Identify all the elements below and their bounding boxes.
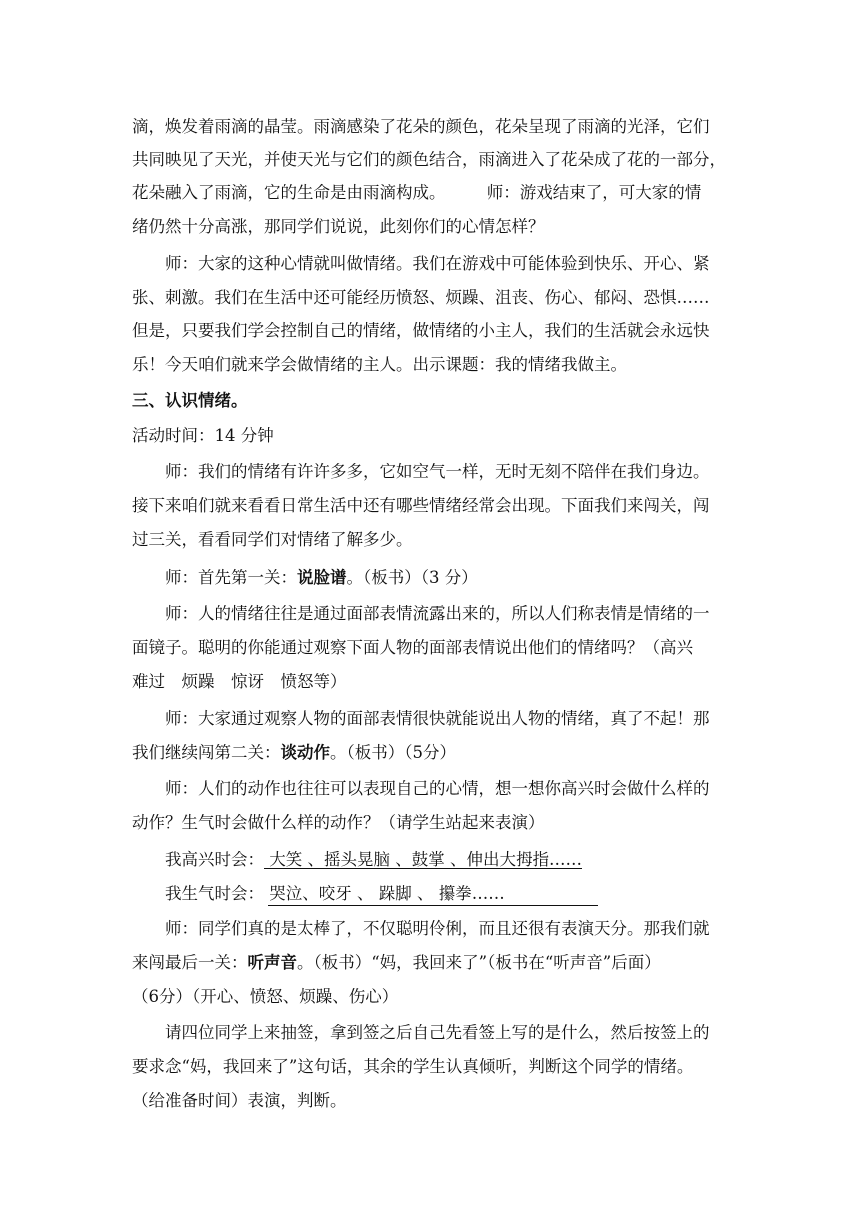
paragraph-line: 面镜子。聪明的你能通过观察下面人物的面部表情说出他们的情绪吗？（高兴 [132, 638, 693, 657]
level-two-title: 谈动作 [280, 743, 330, 762]
angry-actions: 哭泣、咬牙 、 跺脚 、 攥拳…… [264, 884, 505, 903]
level-three-title: 听声音 [247, 953, 297, 972]
paragraph-line: （给准备时间）表演，判断。 [132, 1091, 347, 1110]
paragraph-line: 师：同学们真的是太棒了，不仅聪明伶俐，而且还很有表演天分。那我们就 [165, 919, 710, 938]
text-span: 我生气时会： [165, 884, 264, 903]
text-span: 。（板书）（3 分） [346, 568, 478, 587]
paragraph-line: 要求念“妈，我回来了”这句话，其余的学生认真倾听，判断这个同学的情绪。 [132, 1057, 694, 1076]
happy-actions: 大笑 、摇头晃脑 、鼓掌 、伸出大拇指…… [264, 850, 582, 869]
paragraph-line [132, 952, 661, 974]
text-span: 师：首先第一关： [165, 568, 297, 587]
underline-rule [268, 905, 598, 906]
text-span: 。（板书）（5分） [330, 743, 456, 762]
angry-actions-line [165, 883, 505, 905]
paragraph-line: （6分）（开心、愤怒、烦躁、伤心） [132, 987, 399, 1006]
paragraph-line: 但是，只要我们学会控制自己的情绪，做情绪的小主人，我们的生活就会永远快 [132, 321, 710, 340]
paragraph-line: 接下来咱们就来看看日常生活中还有哪些情绪经常会出现。下面我们来闯关，闯 [132, 496, 710, 515]
paragraph-line [132, 742, 456, 764]
paragraph-line: 共同映见了天光，并使天光与它们的颜色结合，雨滴进入了花朵成了花的一部分， [132, 150, 726, 169]
paragraph-line: 张、刺激。我们在生活中还可能经历愤怒、烦躁、沮丧、伤心、郁闷、恐惧…… [132, 288, 710, 307]
paragraph-line: 师：人们的动作也往往可以表现自己的心情，想一想你高兴时会做什么样的 [165, 779, 710, 798]
text-span: 。（板书）“妈，我回来了”（板书在“听声音”后面） [297, 953, 661, 972]
section-heading: 三、认识情绪。 [132, 391, 248, 410]
paragraph-line: 师：人的情绪往往是通过面部表情流露出来的，所以人们称表情是情绪的一 [165, 604, 710, 623]
happy-actions-line [165, 849, 582, 871]
text-span: 我们继续闯第二关： [132, 743, 281, 762]
activity-time: 活动时间：14 分钟 [132, 426, 274, 445]
text-span: 来闯最后一关： [132, 953, 248, 972]
paragraph-line: 师：大家的这种心情就叫做情绪。我们在游戏中可能体验到快乐、开心、紧 [165, 254, 710, 273]
paragraph-line: 滴，焕发着雨滴的晶莹。雨滴感染了花朵的颜色，花朵呈现了雨滴的光泽，它们 [132, 117, 710, 136]
paragraph-line: 请四位同学上来抽签，拿到签之后自己先看签上写的是什么，然后按签上的 [165, 1023, 710, 1042]
paragraph-line: 师：大家通过观察人物的面部表情很快就能说出人物的情绪，真了不起！那 [165, 709, 710, 728]
paragraph-line: 过三关，看看同学们对情绪了解多少。 [132, 530, 413, 549]
paragraph-line: 乐！今天咱们就来学会做情绪的主人。出示课题：我的情绪我做主。 [132, 355, 627, 374]
paragraph-line: 动作？生气时会做什么样的动作？（请学生站起来表演） [132, 813, 545, 832]
paragraph-line: 师：我们的情绪有许许多多，它如空气一样，无时无刻不陪伴在我们身边。 [165, 462, 710, 481]
text-span: 我高兴时会： [165, 850, 264, 869]
paragraph-line: 绪仍然十分高涨，那同学们说说，此刻你们的心情怎样？ [132, 217, 545, 236]
paragraph-line: 难过 烦躁 惊讶 愤怒等） [132, 672, 347, 691]
paragraph-line [165, 567, 478, 589]
paragraph-line: 花朵融入了雨滴，它的生命是由雨滴构成。 师：游戏结束了，可大家的情 [132, 183, 702, 202]
level-one-title: 说脸谱 [297, 568, 347, 587]
